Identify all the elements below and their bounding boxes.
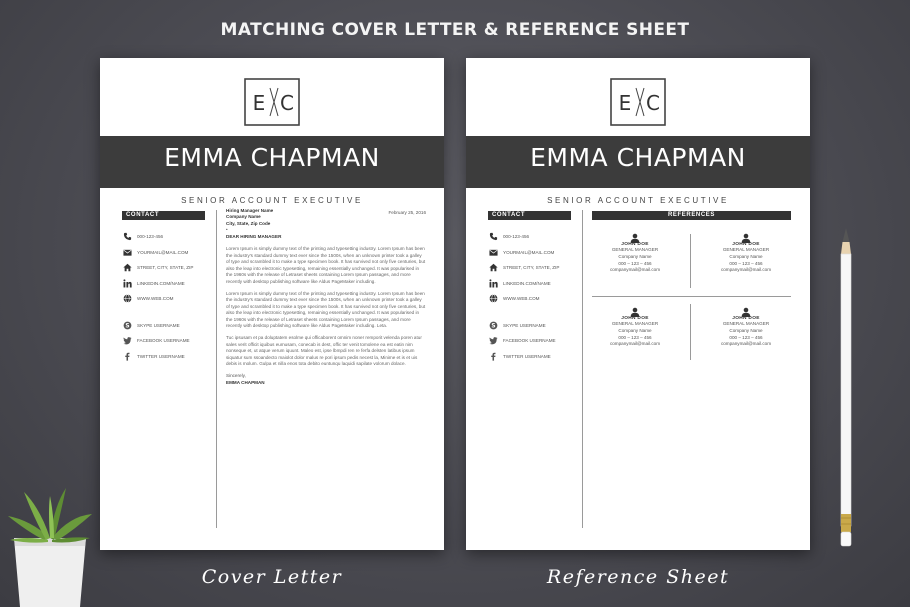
reference-divider bbox=[592, 296, 791, 297]
closing: Sincerely, bbox=[226, 373, 246, 379]
contact-item: LINKEDIN.COM/NAME bbox=[488, 276, 580, 292]
contact-item: FACEBOOK USERNAME bbox=[122, 333, 214, 349]
person-icon bbox=[741, 304, 751, 314]
phone-icon bbox=[488, 232, 498, 242]
column-divider bbox=[582, 210, 583, 528]
svg-text:C: C bbox=[280, 91, 294, 115]
contact-item: TWITTER USERNAME bbox=[488, 349, 580, 365]
person-name: EMMA CHAPMAN bbox=[164, 143, 380, 172]
bullet: • bbox=[226, 226, 228, 232]
svg-text:S: S bbox=[124, 323, 130, 330]
contact-heading: CONTACT bbox=[122, 211, 205, 220]
person-icon bbox=[630, 304, 640, 314]
reference-card: JOHN DOE GENERAL MANAGER Company Name 000 – 123 – 456 companymail@mail.com bbox=[701, 304, 791, 348]
contact-list bbox=[122, 229, 214, 364]
person-title: SENIOR ACCOUNT EXECUTIVE bbox=[181, 196, 363, 205]
svg-text:C: C bbox=[646, 91, 660, 115]
svg-text:E: E bbox=[618, 91, 632, 115]
skype-icon bbox=[488, 320, 498, 330]
caption-reference-sheet: Reference Sheet bbox=[546, 566, 730, 588]
caption-cover-letter: Cover Letter bbox=[201, 566, 343, 588]
reference-card: JOHN DOE GENERAL MANAGER Company Name 000 – 123 – 456 companymail@mail.com bbox=[590, 304, 680, 348]
cover-letter-page bbox=[100, 58, 444, 550]
home-icon bbox=[488, 263, 498, 273]
contact-item: WWW.WEB.COM bbox=[122, 291, 214, 307]
contact-item: 000-123-456 bbox=[488, 229, 580, 245]
contact-item: STREET, CITY, STATE, ZIP bbox=[122, 260, 214, 276]
home-icon bbox=[122, 263, 132, 273]
twitter-icon bbox=[488, 336, 498, 346]
contact-item: S SKYPE USERNAME bbox=[488, 318, 580, 334]
contact-item: STREET, CITY, STATE, ZIP bbox=[488, 260, 580, 276]
monogram-logo bbox=[610, 78, 666, 126]
phone-icon bbox=[122, 232, 132, 242]
recipient-address: City, State, Zip Code bbox=[226, 220, 271, 226]
contact-item: S SKYPE USERNAME bbox=[122, 318, 214, 334]
person-title: SENIOR ACCOUNT EXECUTIVE bbox=[547, 196, 729, 205]
contact-item: YOURMAIL@MAIL.COM bbox=[122, 245, 214, 261]
linkedin-icon bbox=[122, 278, 132, 288]
contact-item: 000-123-456 bbox=[122, 229, 214, 245]
reference-card: JOHN DOE GENERAL MANAGER Company Name 000 – 123 – 456 companymail@mail.com bbox=[701, 230, 791, 274]
headline: MATCHING COVER LETTER & REFERENCE SHEET bbox=[220, 20, 690, 40]
contact-item: LINKEDIN.COM/NAME bbox=[122, 276, 214, 292]
contact-item: WWW.WEB.COM bbox=[488, 291, 580, 307]
linkedin-icon bbox=[488, 278, 498, 288]
potted-plant-image bbox=[0, 480, 95, 607]
reference-sheet-page bbox=[466, 58, 810, 550]
skype-icon bbox=[122, 320, 132, 330]
signature: EMMA CHAPMAN bbox=[226, 379, 265, 385]
contact-heading: CONTACT bbox=[488, 211, 571, 220]
facebook-icon bbox=[488, 351, 498, 361]
letter-paragraph: Lorem Ipsum is simply dummy text of the printing and typesetting industry. Lorem Ipsum has been the industry's standard dummy text ever since the 1500s, when an unknown printer took a galley of type and scrambled it to make a type specimen book. It has survived not only five centuries, but also the leap into electronic typesetting, remaining essentially unchanged. It was popularised in the 1960s with the release of Letraset sheets containing Lorem Ipsum passages, and more recently with desktop publishing software like Aldus PageMaker including. Leta. bbox=[226, 290, 426, 328]
column-divider bbox=[216, 210, 217, 528]
email-icon bbox=[122, 247, 132, 257]
pencil-image bbox=[834, 228, 858, 550]
reference-card: JOHN DOE GENERAL MANAGER Company Name 000 – 123 – 456 companymail@mail.com bbox=[590, 230, 680, 274]
reference-divider bbox=[690, 304, 691, 360]
references-heading: REFERENCES bbox=[592, 211, 791, 220]
recipient-name: Hiring Manager Name bbox=[226, 208, 274, 213]
recipient-company: Company Name bbox=[226, 214, 261, 220]
letter-paragraph: Lorem Ipsum is simply dummy text of the printing and typesetting industry. Lorem Ipsum has been the industry's standard dummy text ever since the 1500s, when an unknown printer took a galley of type and scrambled it to make a type specimen book. It has survived not only five centuries, but also the leap into electronic typesetting, remaining essentially unchanged. It was popularised in the 1960s with the release of Letraset sheets containing Lorem Ipsum passages, and more recently with desktop publishing software like Aldus PageMaker including. bbox=[226, 246, 426, 284]
person-icon bbox=[630, 230, 640, 240]
contact-item: YOURMAIL@MAIL.COM bbox=[488, 245, 580, 261]
person-name: EMMA CHAPMAN bbox=[530, 143, 746, 172]
contact-item: FACEBOOK USERNAME bbox=[488, 333, 580, 349]
email-icon bbox=[488, 247, 498, 257]
salutation: DEAR HIRING MANAGER bbox=[226, 234, 282, 240]
person-icon bbox=[741, 230, 751, 240]
reference-divider bbox=[690, 234, 691, 288]
globe-icon bbox=[122, 294, 132, 304]
letter-date: February 25, 2016 bbox=[388, 210, 426, 215]
contact-item: TWITTER USERNAME bbox=[122, 349, 214, 365]
globe-icon bbox=[488, 294, 498, 304]
monogram-logo bbox=[244, 78, 300, 126]
contact-list bbox=[488, 229, 580, 364]
twitter-icon bbox=[122, 336, 132, 346]
letter-paragraph: Tuc ipsusam et pa doluptatem esolme qui officaborent omnim noner remporit velenda poren atur sales verit officit iquibus eumusam, conecab is dest, offic ter venit tomolene ea est eatin nim nonseque et, ut atque verum iquunt. Maleo est, ipse lbmpdi ren re ferfa delsten latibus ipsum siquatur sum ssoandecto maiolot dolor malus re pori ipsum pedis necest la, Minime et is et uis debis is molum. Gulpa et nilla enos tota debito euntunqu laquidi sapilate volorum dolace. bbox=[226, 335, 422, 366]
svg-text:E: E bbox=[252, 91, 266, 115]
svg-text:S: S bbox=[490, 323, 496, 330]
letter-body bbox=[226, 208, 426, 386]
facebook-icon bbox=[122, 351, 132, 361]
